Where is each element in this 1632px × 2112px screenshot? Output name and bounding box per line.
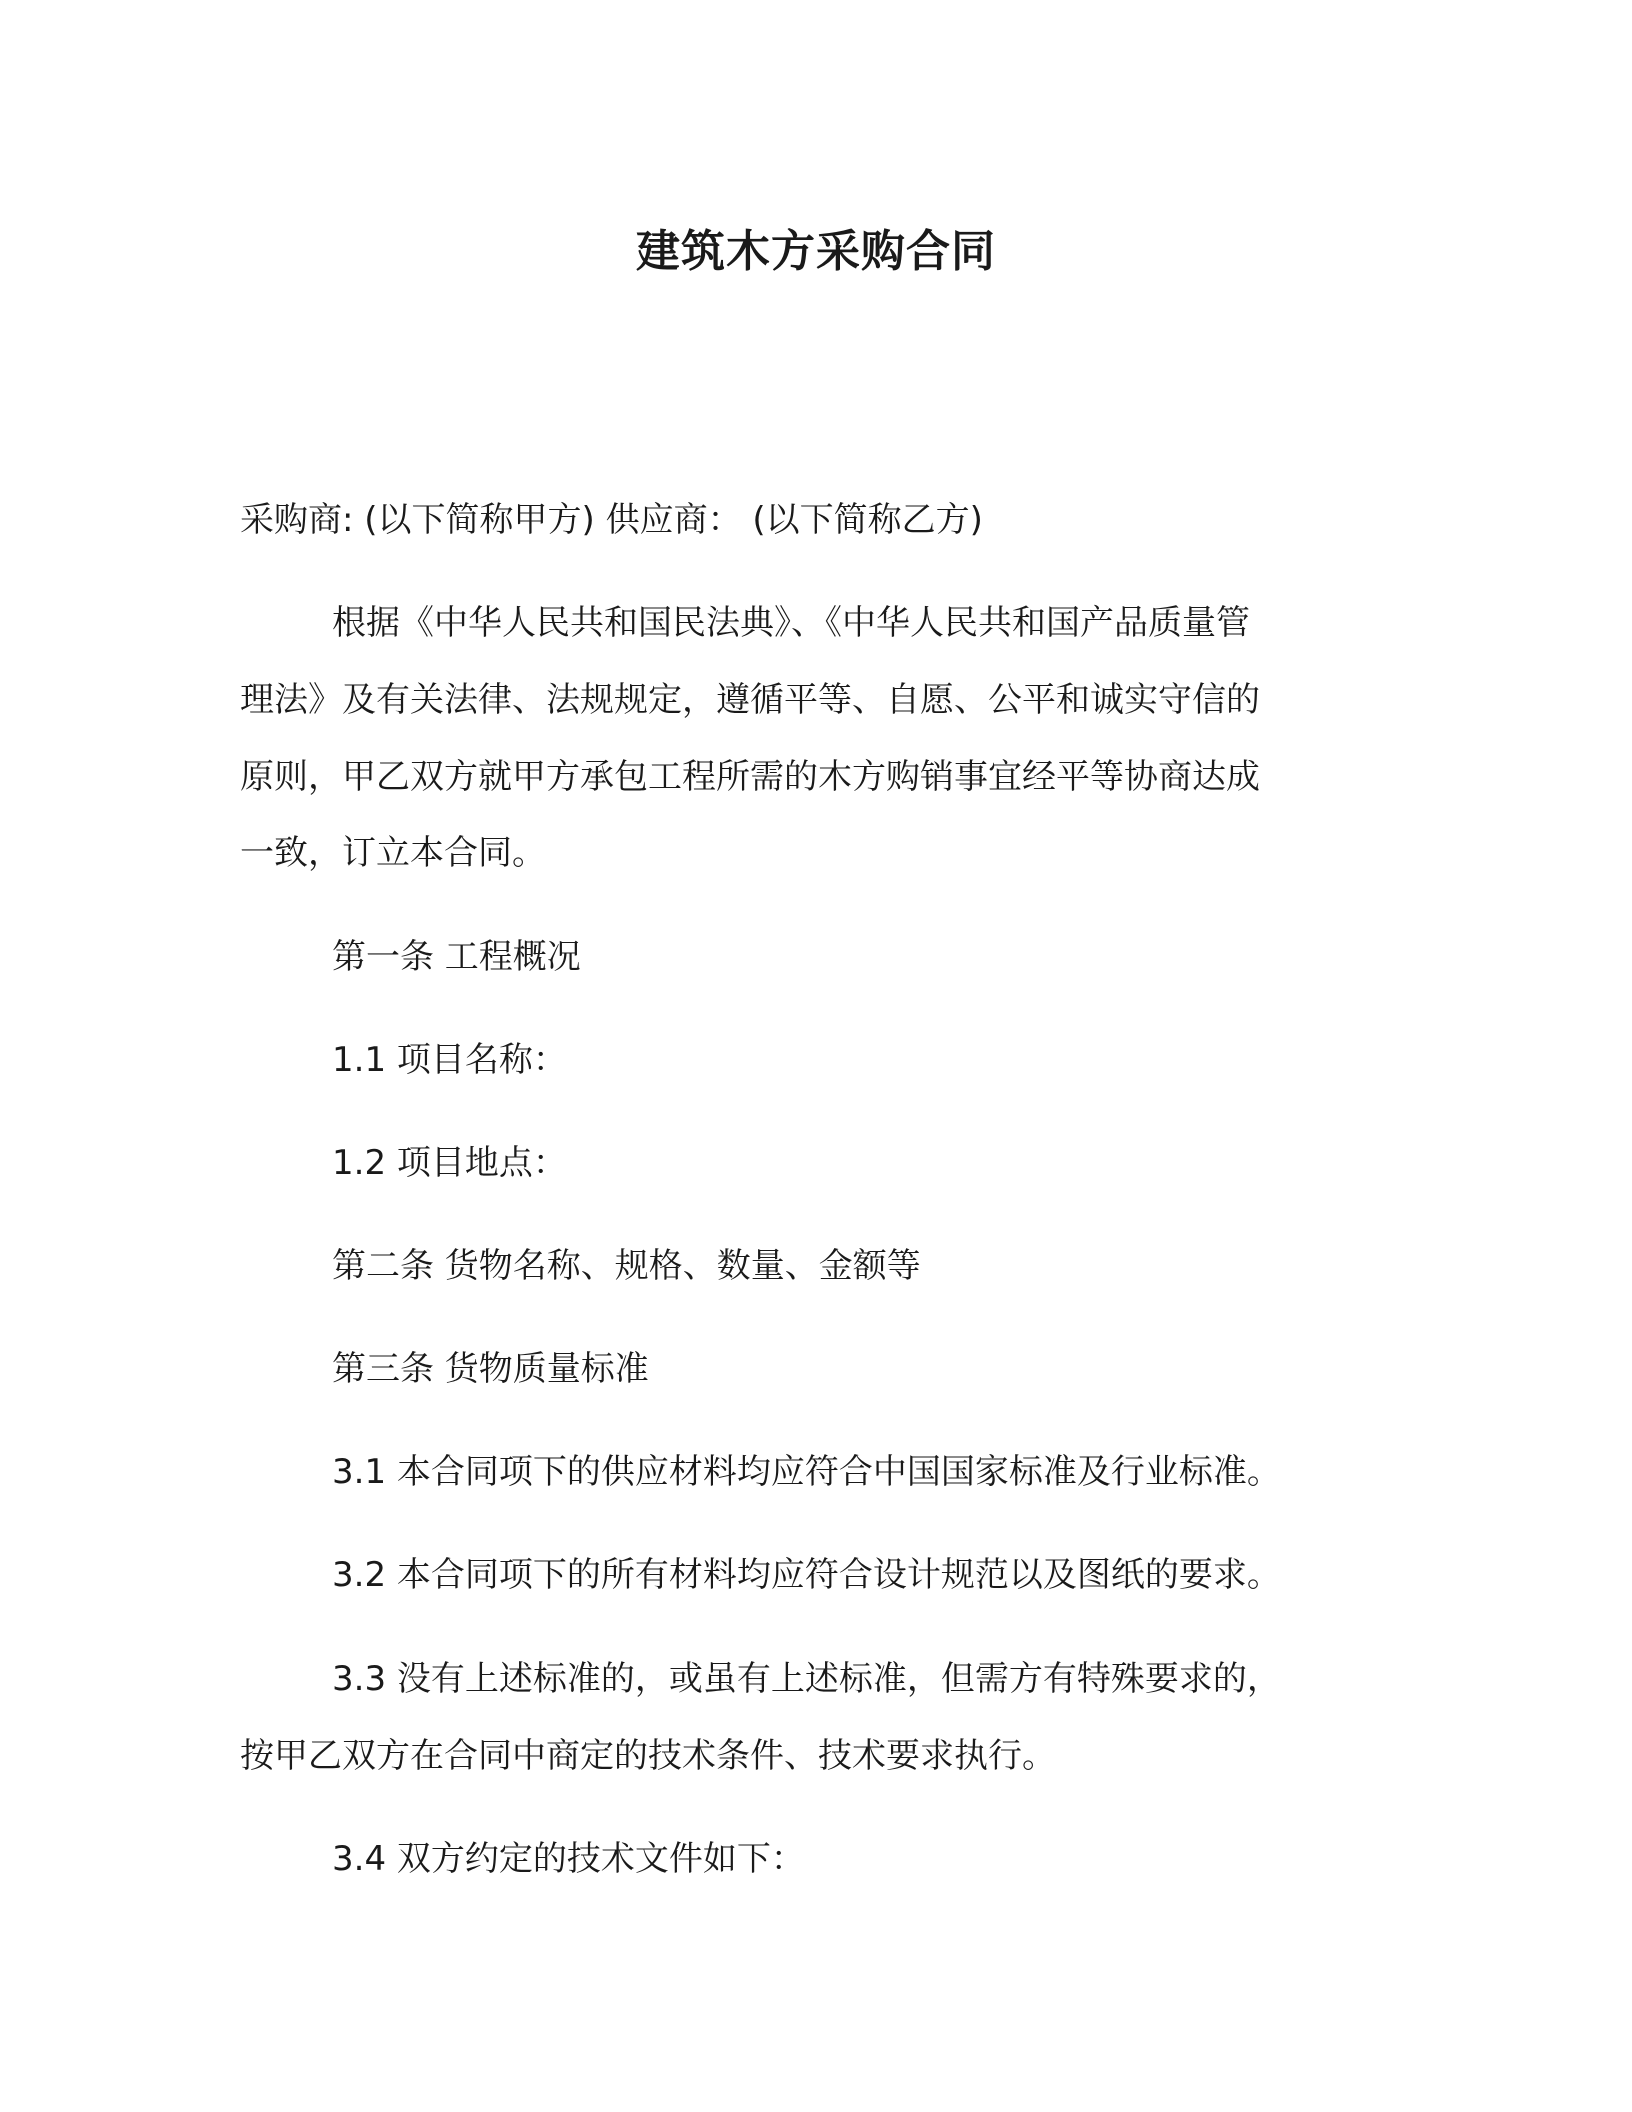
clause-1-1: 1.1 项目名称： [332,1040,567,1080]
document-title: 建筑木方采购合同 [636,226,996,277]
preamble-line: 一致，订立本合同。 [240,833,546,873]
parties-line: 采购商: (以下简称甲方) 供应商： (以下简称乙方) [240,500,983,540]
clause-1-2: 1.2 项目地点： [332,1143,567,1183]
article-2-heading: 第二条 货物名称、规格、数量、金额等 [332,1246,921,1286]
clause-3-2: 3.2 本合同项下的所有材料均应符合设计规范以及图纸的要求。 [332,1555,1281,1595]
article-1-heading: 第一条 工程概况 [332,937,581,977]
clause-3-3-line: 按甲乙双方在合同中商定的技术条件、技术要求执行。 [240,1736,1056,1776]
preamble-line: 理法》及有关法律、法规规定，遵循平等、自愿、公平和诚实守信的 [240,680,1260,720]
clause-3-3-line: 3.3 没有上述标准的，或虽有上述标准，但需方有特殊要求的， [332,1659,1281,1699]
article-3-heading: 第三条 货物质量标准 [332,1349,649,1389]
clause-3-1: 3.1 本合同项下的供应材料均应符合中国国家标准及行业标准。 [332,1452,1281,1492]
clause-3-4: 3.4 双方约定的技术文件如下： [332,1839,805,1879]
preamble-line: 根据《中华人民共和国民法典》、《中华人民共和国产品质量管 [332,603,1250,643]
preamble-line: 原则，甲乙双方就甲方承包工程所需的木方购销事宜经平等协商达成 [240,757,1260,797]
